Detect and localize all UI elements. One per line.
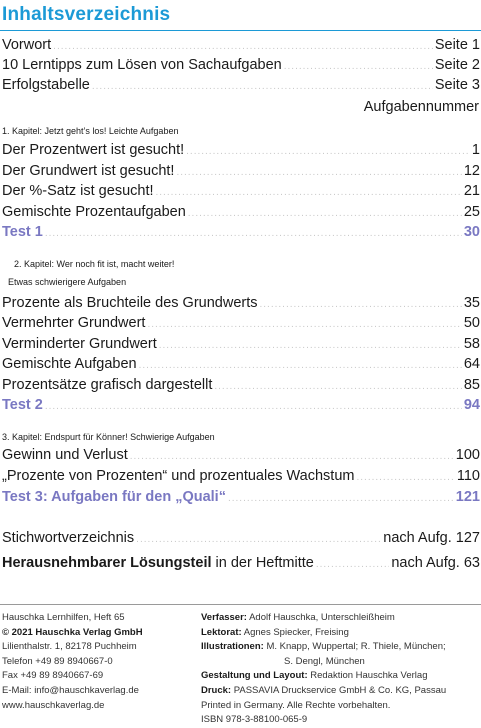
chapter-heading: 3. Kapitel: Endspurt für Könner! Schwierige Aufgaben: [2, 432, 215, 442]
entry-page: 110: [456, 468, 480, 484]
credit-printed: Printed in Germany. Alle Rechte vorbehalten.: [201, 699, 391, 711]
entry-page: Seite 1: [434, 37, 480, 53]
leader-dots: [176, 163, 461, 183]
entry-label: Test 1: [2, 224, 43, 240]
entry-label: 10 Lerntipps zum Lösen von Sachaufgaben: [2, 57, 282, 73]
credit-illustrations-cont: S. Dengl, München: [284, 655, 365, 667]
entry-page: 21: [463, 183, 480, 199]
entry-label: Stichwortverzeichnis: [2, 530, 135, 546]
credit-layout: [201, 669, 446, 684]
title-rule: [0, 30, 481, 31]
imprint-website[interactable]: www.hauschkaverlag.de: [2, 699, 105, 711]
entry-page: 1: [471, 142, 480, 158]
toc-entry[interactable]: [2, 75, 480, 95]
imprint-copyright: © 2021 Hauschka Verlag GmbH: [2, 626, 143, 638]
entry-page: 64: [463, 356, 480, 372]
entry-label: Prozente als Bruchteile des Grundwerts: [2, 295, 258, 311]
entry-label: Der Prozentwert ist gesucht!: [2, 142, 185, 158]
toc-entry[interactable]: [2, 445, 480, 465]
entry-label: Test 3: Aufgaben für den „Quali“: [2, 489, 226, 505]
entry-page: Seite 3: [434, 77, 480, 93]
entry-page: nach Aufg. 63: [391, 555, 480, 571]
toc-entry[interactable]: [2, 375, 480, 395]
entry-label-rest: in der Heftmitte: [211, 555, 314, 571]
toc-entry-test[interactable]: [2, 222, 480, 242]
credit-value: PASSAVIA Druckservice GmbH & Co. KG, Passau: [231, 684, 447, 696]
credit-label: Druck:: [201, 684, 232, 696]
entry-page: 50: [463, 315, 480, 331]
credit-author: [201, 611, 446, 626]
credit-label: Verfasser:: [201, 612, 247, 623]
entry-label: Gemischte Prozentaufgaben: [2, 204, 186, 220]
toc-entry[interactable]: [2, 313, 480, 333]
toc-entry[interactable]: [2, 55, 480, 75]
entry-page: 12: [463, 163, 480, 179]
leader-dots: [188, 204, 462, 224]
credit-print: [201, 684, 446, 699]
leader-dots: [147, 315, 461, 335]
entry-label-bold: Herausnehmbarer Lösungsteil: [2, 555, 212, 571]
leader-dots: [53, 37, 433, 57]
entry-page: 30: [463, 224, 480, 240]
entry-label: Test 2: [2, 397, 43, 413]
chapter-heading: 1. Kapitel: Jetzt geht’s los! Leichte Aufgaben: [2, 126, 179, 136]
leader-dots: [260, 295, 462, 315]
credit-illustrations: [201, 640, 446, 655]
imprint-fax: Fax +49 89 8940667-69: [2, 670, 104, 682]
imprint-address: Lilienthalstr. 1, 82178 Puchheim: [2, 641, 137, 653]
credit-value: Adolf Hauschka, Unterschleißheim: [246, 612, 395, 623]
credit-value: M. Knapp, Wuppertal; R. Thiele, München;: [263, 641, 446, 653]
entry-label: Vorwort: [2, 37, 52, 53]
entry-label: Prozentsätze grafisch dargestellt: [2, 377, 213, 393]
entry-page: 94: [463, 397, 480, 413]
leader-dots: [214, 377, 462, 397]
entry-label: Vermehrter Grundwert: [2, 315, 146, 331]
entry-label: Der %-Satz ist gesucht!: [2, 183, 154, 199]
imprint-phone: Telefon +49 89 8940667-0: [2, 655, 113, 667]
credit-label: Illustrationen:: [201, 641, 264, 653]
credit-isbn: ISBN 978-3-88100-065-9: [201, 714, 308, 726]
entry-page: 100: [455, 447, 480, 463]
credit-label: Lektorat:: [201, 626, 242, 638]
toc-entry[interactable]: [2, 161, 480, 181]
toc-entry[interactable]: [2, 466, 480, 486]
column-header: Aufgabennummer: [363, 99, 479, 115]
leader-dots: [45, 397, 462, 417]
entry-page: 121: [455, 489, 480, 505]
entry-page: 85: [463, 377, 480, 393]
leader-dots: [316, 555, 389, 575]
leader-dots: [186, 142, 470, 162]
toc-entry[interactable]: [2, 181, 480, 201]
entry-page: nach Aufg. 127: [383, 530, 480, 546]
toc-entry[interactable]: [2, 35, 480, 55]
leader-dots: [156, 183, 462, 203]
toc-entry-solutions[interactable]: [2, 553, 480, 573]
credit-value: Redaktion Hauschka Verlag: [307, 670, 428, 682]
toc-entry-index[interactable]: [2, 528, 480, 548]
toc-entry-test[interactable]: [2, 395, 480, 415]
chapter-subheading: Etwas schwierigere Aufgaben: [8, 277, 127, 287]
page-title: Inhaltsverzeichnis: [2, 4, 171, 25]
toc-entry[interactable]: [2, 140, 480, 160]
toc-entry[interactable]: [2, 293, 480, 313]
leader-dots: [228, 489, 454, 509]
toc-entry[interactable]: [2, 354, 480, 374]
imprint-credits: [201, 611, 446, 728]
leader-dots: [284, 57, 433, 77]
imprint-rule: [0, 604, 481, 605]
imprint-publisher: [2, 611, 143, 713]
credit-label: Gestaltung und Layout:: [201, 670, 308, 682]
entry-label: [2, 553, 314, 573]
leader-dots: [136, 530, 381, 550]
entry-page: 35: [463, 295, 480, 311]
credit-editor: [201, 626, 446, 641]
leader-dots: [130, 447, 454, 467]
imprint-series: Hauschka Lernhilfen, Heft 65: [2, 612, 125, 623]
leader-dots: [92, 77, 433, 97]
entry-label: Der Grundwert ist gesucht!: [2, 163, 175, 179]
entry-label: Verminderter Grundwert: [2, 336, 157, 352]
entry-label: Gemischte Aufgaben: [2, 356, 137, 372]
entry-label: Gewinn und Verlust: [2, 447, 128, 463]
imprint-email[interactable]: E-Mail: info@hauschkaverlag.de: [2, 684, 139, 696]
entry-page: 58: [463, 336, 480, 352]
credit-value: Agnes Spiecker, Freising: [241, 626, 349, 638]
entry-page: 25: [463, 204, 480, 220]
chapter-heading: 2. Kapitel: Wer noch fit ist, macht weiter!: [14, 259, 175, 269]
toc-entry[interactable]: [2, 202, 480, 222]
leader-dots: [45, 224, 462, 244]
entry-label: „Prozente von Prozenten“ und prozentuales Wachstum: [2, 468, 355, 484]
toc-entry-test[interactable]: [2, 487, 480, 507]
entry-label: Erfolgstabelle: [2, 77, 90, 93]
leader-dots: [159, 336, 462, 356]
toc-entry[interactable]: [2, 334, 480, 354]
leader-dots: [139, 356, 462, 376]
leader-dots: [356, 468, 454, 488]
entry-page: Seite 2: [434, 57, 480, 73]
